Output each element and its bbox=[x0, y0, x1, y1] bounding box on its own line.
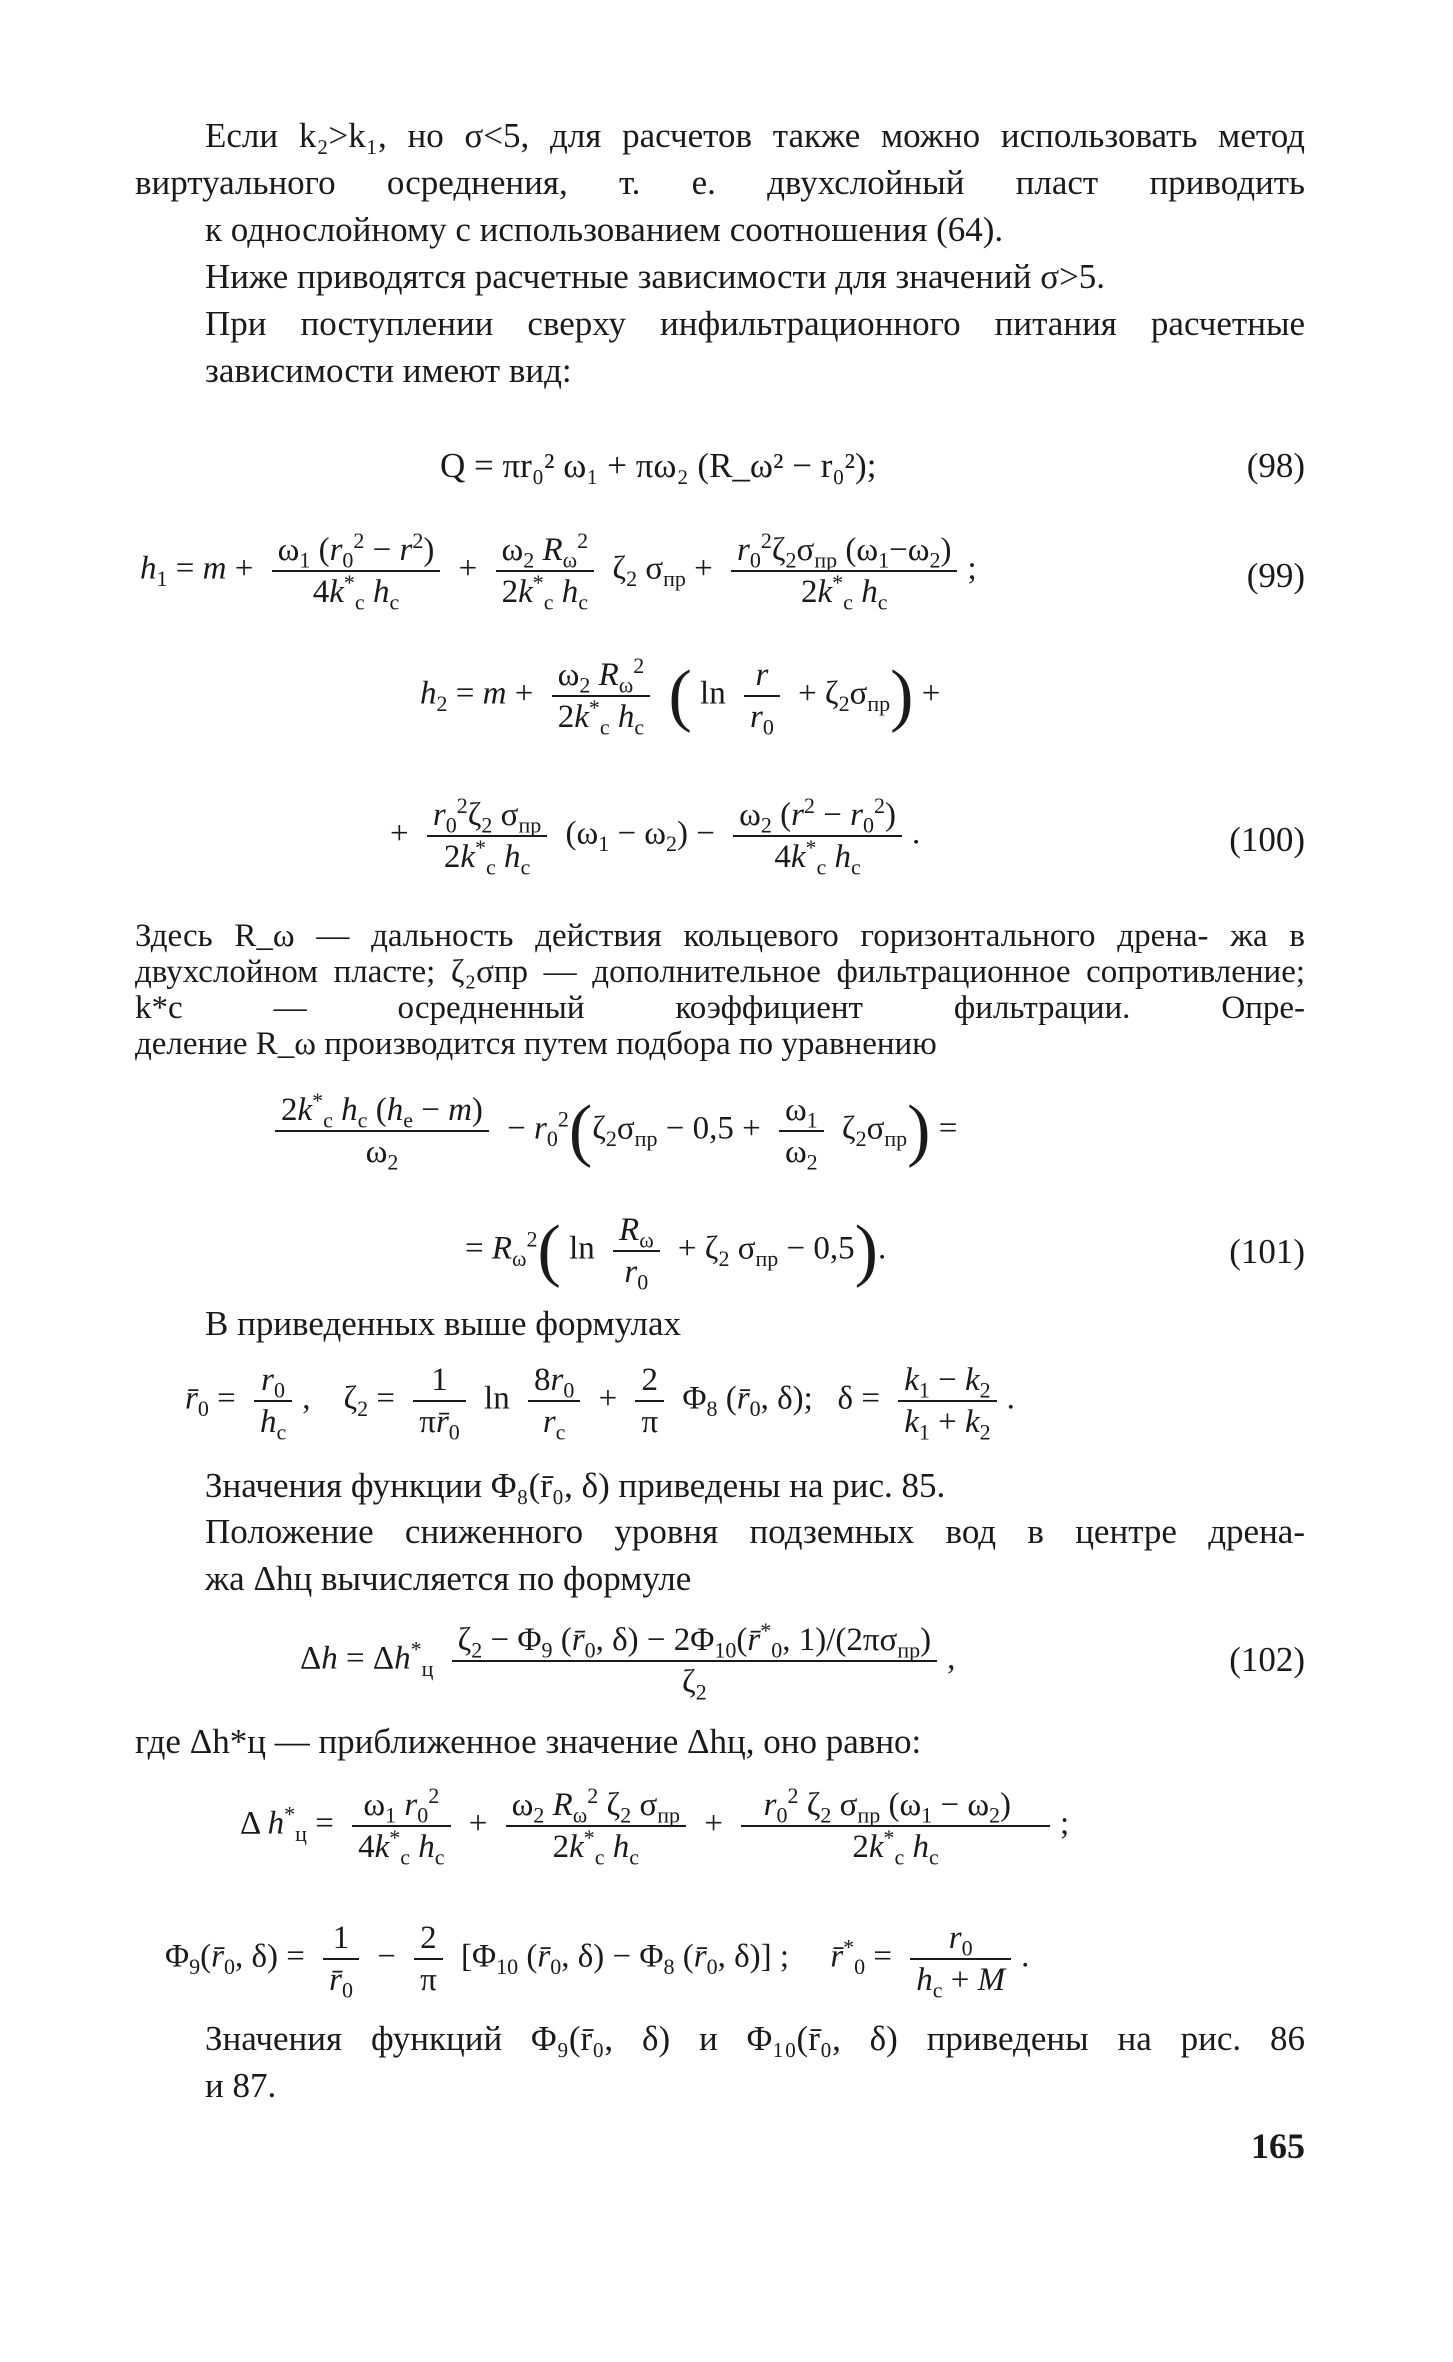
text-line: метод виртуального осреднения, т. е. двухслойный пласт приводить bbox=[135, 116, 1305, 202]
paragraph-phi8 bbox=[135, 1462, 1305, 1509]
equation-phi9: $\Phi_9(r̄_0$, δ) = $\frac{1}{r̄_0}$ − $\frac{2}{\pi}$ [$\Phi_{10}$ ($r̄_0$, $\delta) - \Phi_8$ ($r̄_0$, δ)] ; $r̄^*_0$ = $\frac{r_0}{h_c + M}$ . bbox=[165, 1920, 1030, 2003]
text-line: жа в двухслойном пласте; ζ₂σпр — дополнительное фильтрационное bbox=[135, 918, 1306, 990]
paragraph-definitions bbox=[135, 918, 1305, 1062]
text-line: жа Δhц вычисляется по формуле bbox=[205, 1559, 692, 1598]
equation-number-101: (101) bbox=[1229, 1232, 1305, 1271]
text-line: деление R_ω производится путем подбора по уравнению bbox=[135, 1026, 937, 1062]
text-line: При поступлении сверху инфильтрационного питания расчетные bbox=[205, 304, 1305, 343]
equation-dh-approx: Δ $h^*_ц$ = $\frac{\omega_1 r_0^2}{4k^*_c h_c}$ + $\frac{\omega_2 R_\omega^2 \zeta_2 \sigma_{пр}}{2k^*_c h_c}$ + $\frac{r_0^2 \zeta_2 \sigma_{пр} (\omega_1 - \omega_2)}{2k^*_c h_c}$ ; bbox=[240, 1783, 1070, 1870]
equation-number-99: (99) bbox=[1246, 556, 1305, 595]
paragraph-phi9-phi10 bbox=[135, 2015, 1305, 2109]
equation-number-100: (100) bbox=[1229, 820, 1305, 859]
text-line: сопротивление; k*с — осредненный коэффициент фильтрации. Опре- bbox=[135, 954, 1306, 1026]
paragraph-formulas bbox=[135, 1300, 1305, 1347]
text-line: к однослойному с использованием соотношения (64). bbox=[205, 210, 1004, 249]
text-line: В приведенных выше формулах bbox=[205, 1304, 682, 1343]
text-line: зависимости имеют вид: bbox=[205, 351, 572, 390]
equation-number-102: (102) bbox=[1229, 1640, 1305, 1679]
text-line: Здесь R_ω — дальность действия кольцевого горизонтального дрена- bbox=[135, 918, 1209, 954]
equation-definitions: $r̄_0$ = $\frac{r_0}{h_c}$ , $\zeta_2$ = $\frac{1}{\pi r̄_0}$ ln $\frac{8r_0}{r_c}$ + $\frac{2}{\pi}$ $\Phi_8$ ($r̄_0$, δ); δ = $\frac{k_1 - k_2}{k_1 + k_2}$ . bbox=[185, 1362, 1015, 1445]
text-line: Значения функции Φ₈(r̄₀, δ) приведены на рис. 85. bbox=[205, 1466, 946, 1505]
text-line: Положение сниженного уровня подземных вод в центре дрена- bbox=[205, 1512, 1305, 1551]
equation-101-line2: = $R_\omega^2$( ln $\frac{R_\omega}{r_0}$ + $\zeta_2$ $\sigma_{пр} - 0,5$). bbox=[465, 1212, 887, 1295]
paragraph-intro bbox=[135, 253, 1305, 300]
text-line: и 87. bbox=[205, 2066, 277, 2105]
equation-100-line1: $h_2 = m$ + $\frac{\omega_2 R_\omega^2}{2k^*_c h_c}$ ( ln $\frac{r}{r_0}$ + $\zeta_2\sigma_{пр}$) + bbox=[420, 653, 941, 740]
equation-102: $\Delta h = \Delta h^*_ц$ $\frac{\zeta_2 - \Phi_9 (r̄_0, \delta) - 2\Phi_{10}(r̄^*_0, 1)/(2\pi\sigma_{пр})}{\zeta_2}$ , bbox=[300, 1618, 956, 1705]
text-line: Если k₂>k₁, но σ<5, для расчетов также можно использовать bbox=[205, 116, 1198, 155]
text-line: где Δh*ц — приближенное значение Δhц, оно равно: bbox=[135, 1722, 922, 1761]
text-line: Ниже приводятся расчетные зависимости для значений σ>5. bbox=[205, 257, 1106, 296]
paragraph-sigma-less-5 bbox=[135, 112, 1305, 253]
paragraph-infiltration bbox=[135, 300, 1305, 394]
equation-100-line2: + $\frac{r_0^2\zeta_2 \sigma_{пр}}{2k^*_c h_c}$ $(\omega_1 - \omega_2)$ − $\frac{\omega_2 (r^2 - r_0^2)}{4k^*_c h_c}$ . bbox=[390, 793, 921, 880]
paragraph-lowered-level bbox=[135, 1508, 1305, 1602]
paragraph-approx bbox=[135, 1718, 1305, 1765]
text-line: Значения функций Φ₉(r̄₀, δ) и Φ₁₀(r̄₀, δ) приведены на рис. 86 bbox=[205, 2019, 1305, 2058]
equation-101-line1: $\frac{2k^*_c h_c (h_e - m)}{\omega_2}$ − $r_0^2(\zeta_2\sigma_{пр} - 0,5$ + $\frac{\omega_1}{\omega_2}$ $\zeta_2\sigma_{пр}$) = bbox=[265, 1090, 957, 1172]
equation-number-98: (98) bbox=[1246, 446, 1305, 485]
equation-98: Q = πr₀² ω₁ + πω₂ (R_ω² − r₀²); bbox=[440, 446, 877, 485]
page-number: 165 bbox=[1251, 2126, 1305, 2166]
equation-99: $h_1 = m$ + $\frac{\omega_1 (r_0^2 - r^2)}{4k^*_c h_c}$ + $\frac{\omega_2 R_\omega^2}{2k^*_c h_c}$ $\zeta_2$ $\sigma_{пр}$ + $\frac{r_0^2\zeta_2\sigma_{пр} (\omega_1-\omega_2)}{2k^*_c h_c}$ ; bbox=[140, 528, 977, 615]
